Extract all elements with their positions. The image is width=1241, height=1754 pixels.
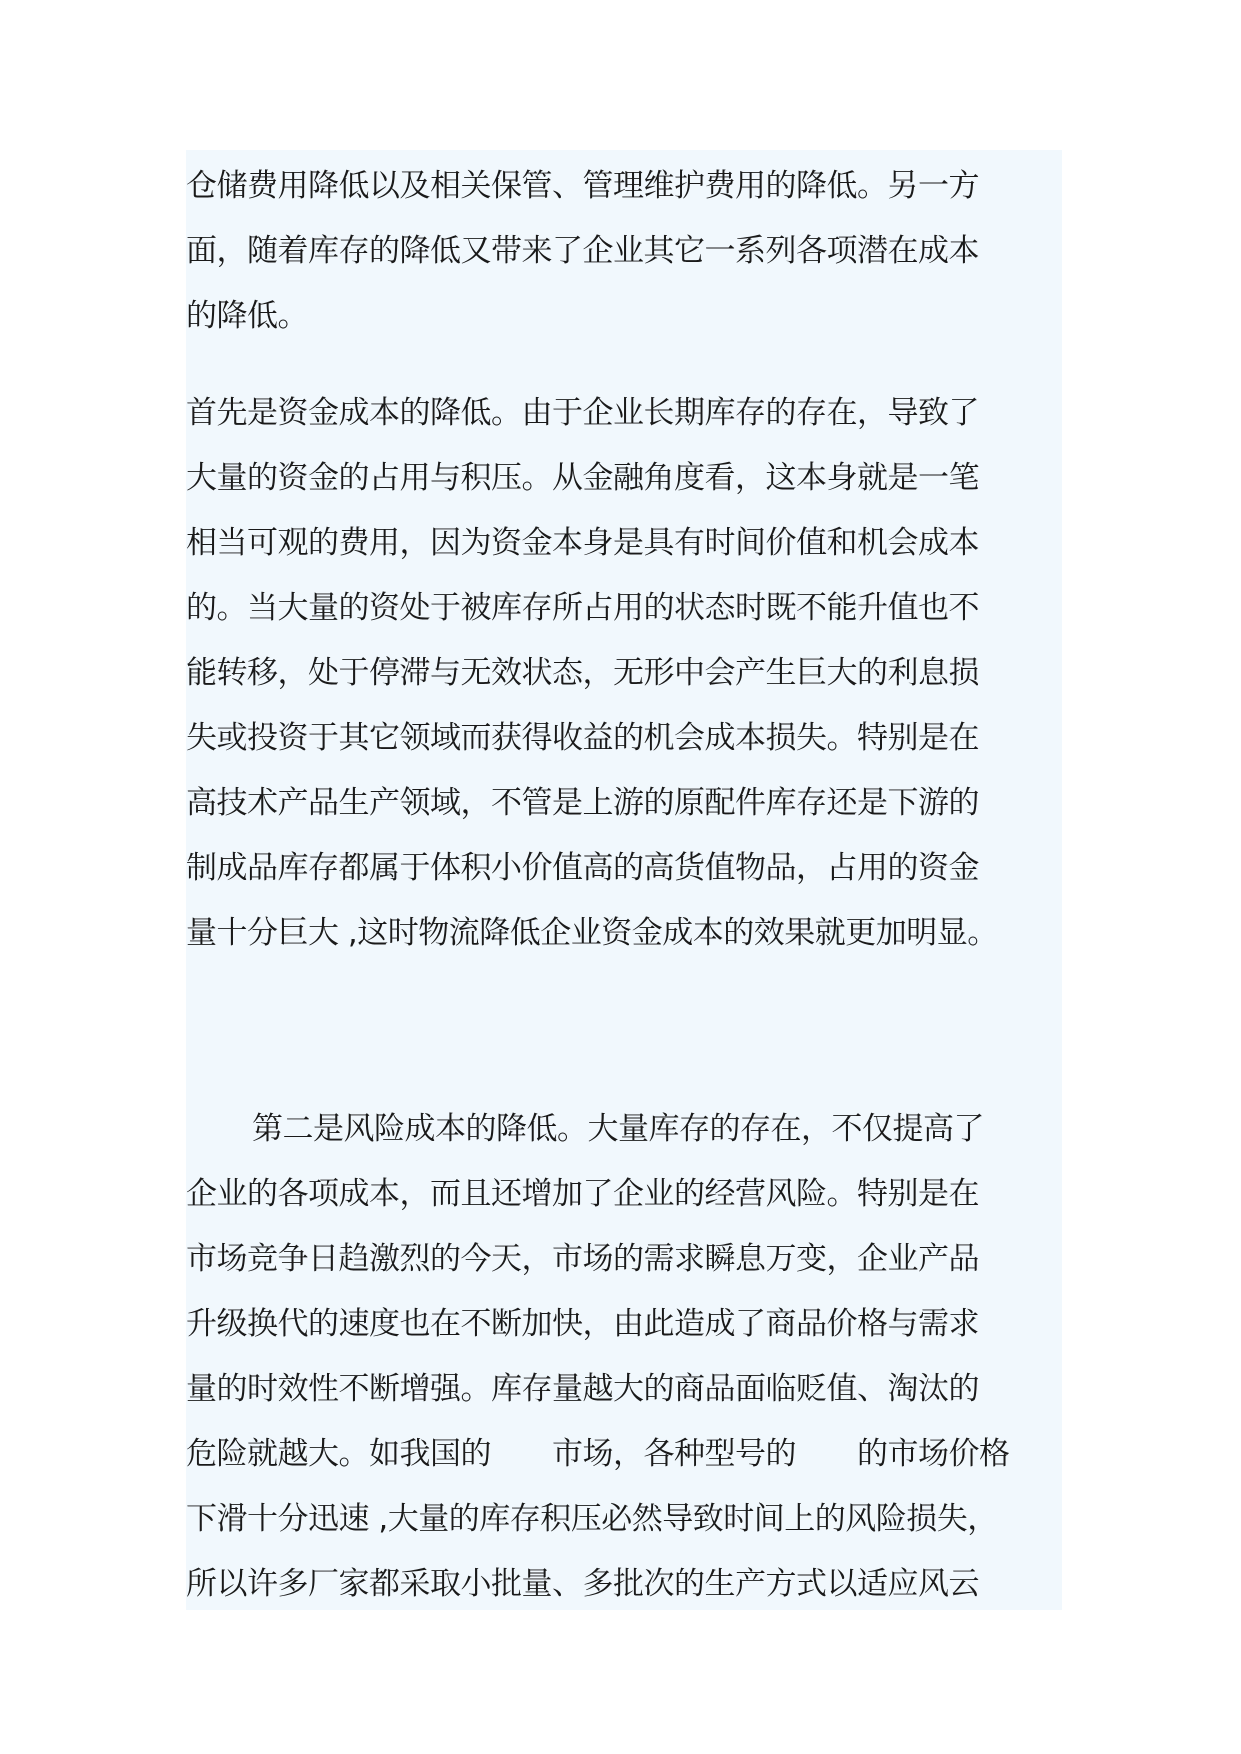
- text-line: 下滑十分迅速 ,大量的库存积压必然导致时间上的风险损失，: [186, 1501, 998, 1537]
- paragraph-risk-costs: [186, 1097, 1062, 1617]
- text-line: 所以许多厂家都采取小批量、多批次的生产方式以适应风云: [186, 1566, 979, 1602]
- text-line: 相当可观的费用，因为资金本身是具有时间价值和机会成本: [186, 525, 979, 561]
- text-line: 量的时效性不断增强。库存量越大的商品面临贬值、淘汰的: [186, 1371, 979, 1407]
- text-line: 能转移，处于停滞与无效状态，无形中会产生巨大的利息损: [186, 655, 979, 691]
- text-line: 制成品库存都属于体积小价值高的高货值物品，占用的资金: [186, 850, 979, 886]
- paragraph-capital-costs: [186, 381, 1062, 966]
- text-line: 企业的各项成本，而且还增加了企业的经营风险。特别是在: [186, 1176, 979, 1212]
- text-line: 危险就越大。如我国的 市场，各种型号的 的市场价格: [186, 1436, 1010, 1472]
- text-line: 仓储费用降低以及相关保管、管理维护费用的降低。另一方: [186, 168, 979, 204]
- text-line: 的降低。: [186, 298, 308, 334]
- paragraph-storage-costs: [186, 154, 1062, 349]
- text-line: 量十分巨大 ,这时物流降低企业资金成本的效果就更加明显。: [186, 915, 998, 951]
- text-line: 首先是资金成本的降低。由于企业长期库存的存在，导致了: [186, 395, 979, 431]
- text-line: 市场竞争日趋激烈的今天，市场的需求瞬息万变，企业产品: [186, 1241, 979, 1277]
- text-line: 的。当大量的资处于被库存所占用的状态时既不能升值也不: [186, 590, 979, 626]
- text-line: 升级换代的速度也在不断加快，由此造成了商品价格与需求: [186, 1306, 979, 1342]
- text-line: 大量的资金的占用与积压。从金融角度看，这本身就是一笔: [186, 460, 979, 496]
- text-line: 第二是风险成本的降低。大量库存的存在，不仅提高了: [252, 1111, 984, 1147]
- text-line: 失或投资于其它领域而获得收益的机会成本损失。特别是在: [186, 720, 979, 756]
- text-line: 面，随着库存的降低又带来了企业其它一系列各项潜在成本: [186, 233, 979, 269]
- text-line: 高技术产品生产领域，不管是上游的原配件库存还是下游的: [186, 785, 979, 821]
